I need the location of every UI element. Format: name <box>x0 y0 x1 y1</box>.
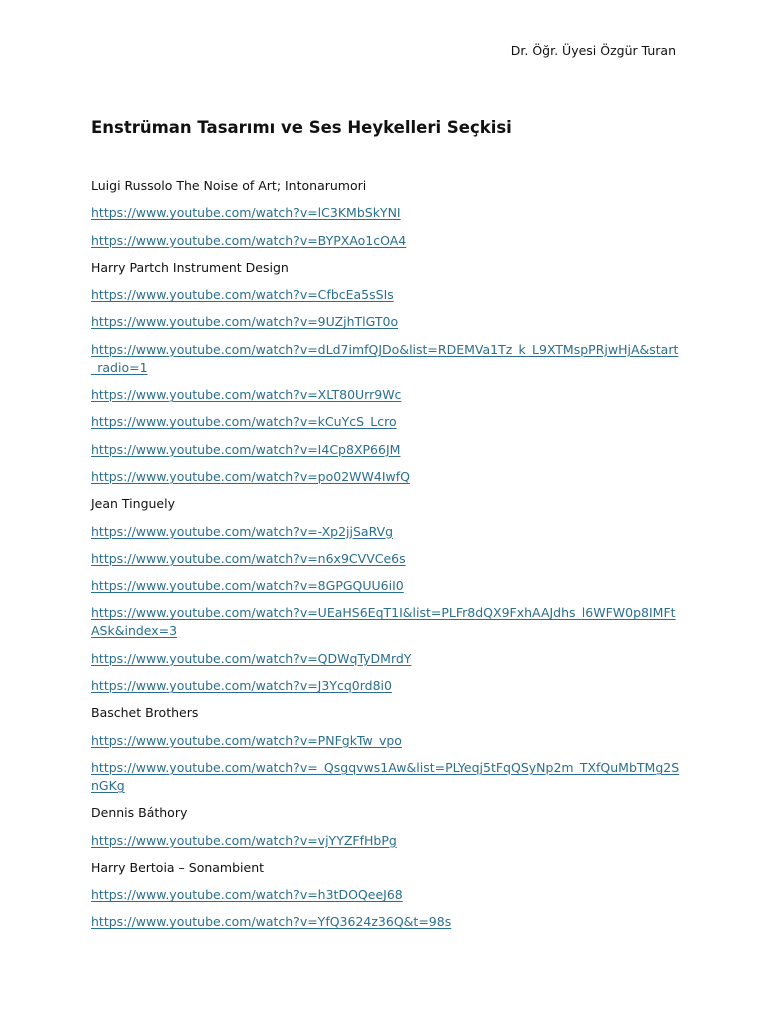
section-heading-russolo: Luigi Russolo The Noise of Art; Intonarumori <box>91 178 367 193</box>
section-heading-bertoia: Harry Bertoia – Sonambient <box>91 859 265 875</box>
video-link[interactable]: https://www.youtube.com/watch?v=BYPXAo1cOA4 <box>91 232 407 248</box>
video-link[interactable]: https://www.youtube.com/watch?v=9UZjhTlGT0o <box>91 314 399 330</box>
video-link[interactable]: https://www.youtube.com/watch?v=po02WW4IwfQ <box>91 468 410 484</box>
video-link[interactable]: https://www.youtube.com/watch?v=lC3KMbSkYNI <box>91 205 401 221</box>
video-link[interactable]: https://www.youtube.com/watch?v=8GPGQUU6iI0 <box>91 578 404 594</box>
author-name: Dr. Öğr. Üyesi Özgür Turan <box>510 43 676 58</box>
video-link[interactable]: https://www.youtube.com/watch?v=h3tDOQeeJ68 <box>91 887 403 903</box>
video-link[interactable]: https://www.youtube.com/watch?v=dLd7imfQJDo&list=RDEMVa1Tz_k_L9XTMspPRjwHjA&start_radio=1 <box>91 341 679 375</box>
video-link[interactable]: https://www.youtube.com/watch?v=-Xp2jjSaRVg <box>91 523 394 539</box>
video-link[interactable]: https://www.youtube.com/watch?v=CfbcEa5sSIs <box>91 287 394 303</box>
content-list <box>91 177 681 941</box>
video-link[interactable]: https://www.youtube.com/watch?v=_Qsgqvws1Aw&list=PLYeqj5tFqQSyNp2m_TXfQuMbTMg2SnGKg <box>91 759 680 793</box>
section-heading-baschet: Baschet Brothers <box>91 705 199 721</box>
video-link[interactable]: https://www.youtube.com/watch?v=J3Ycq0rd8i0 <box>91 678 392 694</box>
section-heading-bathory: Dennis Báthory <box>91 805 188 821</box>
video-link[interactable]: https://www.youtube.com/watch?v=QDWqTyDMrdY <box>91 650 412 666</box>
video-link[interactable]: https://www.youtube.com/watch?v=XLT80Urr9Wc <box>91 387 402 403</box>
section-heading-tinguely: Jean Tinguely <box>91 496 175 512</box>
video-link[interactable]: https://www.youtube.com/watch?v=vjYYZFfHbPg <box>91 832 397 848</box>
video-link[interactable]: https://www.youtube.com/watch?v=I4Cp8XP66JM <box>91 441 401 457</box>
video-link[interactable]: https://www.youtube.com/watch?v=n6x9CVVCe6s <box>91 550 406 566</box>
video-link[interactable]: https://www.youtube.com/watch?v=UEaHS6EqT1I&list=PLFr8dQX9FxhAAJdhs_l6WFW0p8IMFtASk&index=3 <box>91 605 676 639</box>
video-link[interactable]: https://www.youtube.com/watch?v=YfQ3624z36Q&t=98s <box>91 914 452 930</box>
section-heading-partch: Harry Partch Instrument Design <box>91 259 289 275</box>
document-title: Enstrüman Tasarımı ve Ses Heykelleri Seçkisi <box>91 118 512 137</box>
video-link[interactable]: https://www.youtube.com/watch?v=PNFgkTw_vpo <box>91 732 402 748</box>
video-link[interactable]: https://www.youtube.com/watch?v=kCuYcS_Lcro <box>91 414 397 430</box>
